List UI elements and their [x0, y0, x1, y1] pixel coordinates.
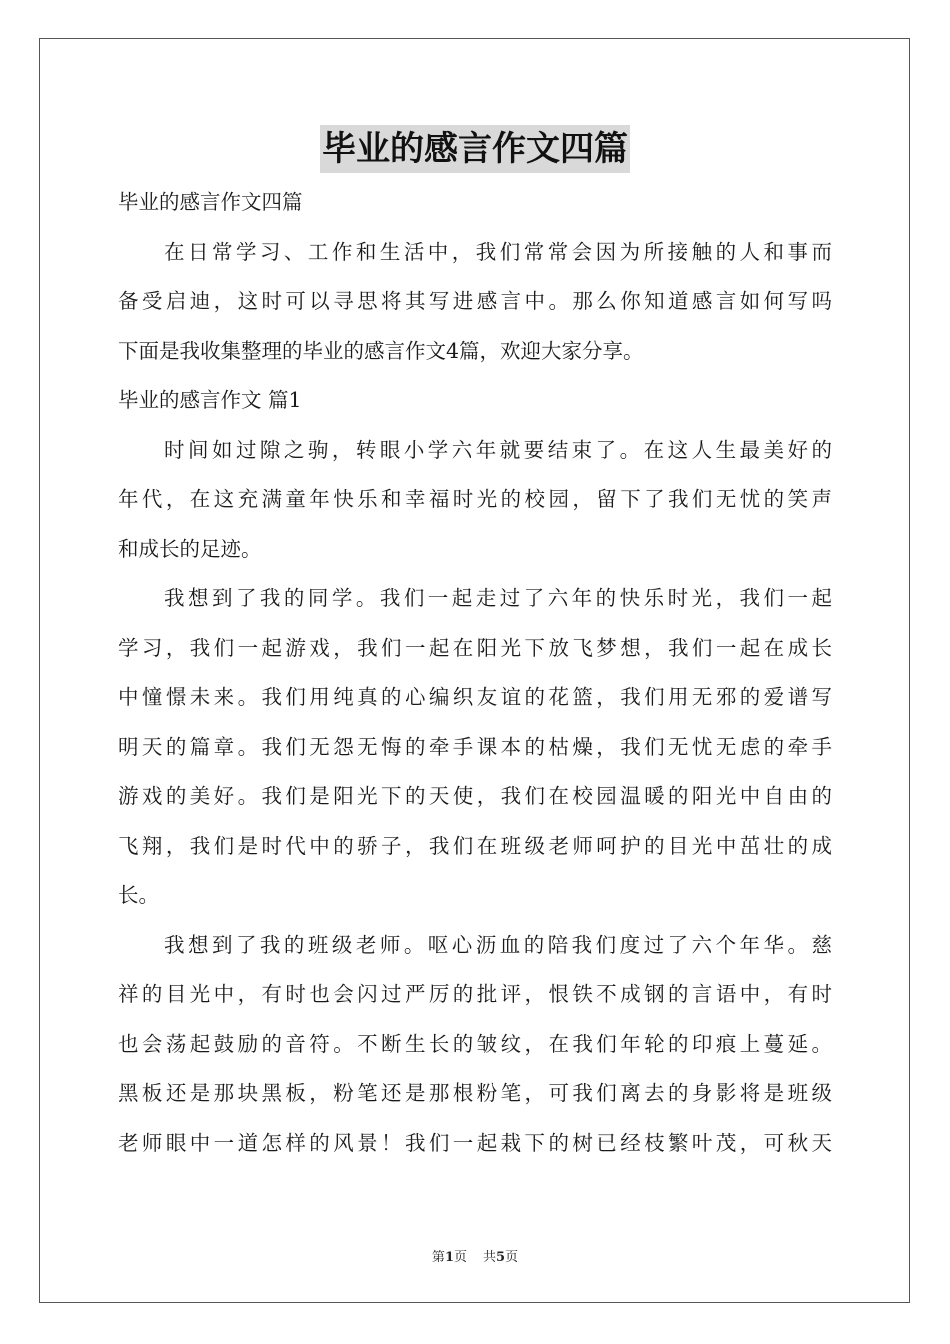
text-line: 也会荡起鼓励的音符。不断生长的皱纹，在我们年轮的印痕上蔓延。 — [118, 1031, 832, 1056]
text-line: 下面是我收集整理的毕业的感言作文4篇，欢迎大家分享。 — [118, 338, 644, 363]
total-suffix: 页 — [505, 1250, 519, 1265]
text-line: 游戏的美好。我们是阳光下的天使，我们在校园温暖的阳光中自由的 — [118, 784, 832, 808]
text-line: 毕业的感言作文 篇1 — [118, 388, 302, 412]
page-footer — [0, 1246, 950, 1265]
text-line: 飞翔，我们是时代中的骄子，我们在班级老师呵护的目光中茁壮的成 — [118, 833, 832, 858]
page-prefix: 第 — [431, 1250, 445, 1265]
document-title: 毕业的感言作文四篇 — [320, 125, 630, 173]
text-line: 年代，在这充满童年快乐和幸福时光的校园，留下了我们无忧的笑声 — [118, 487, 832, 511]
text-line: 我想到了我的班级老师。呕心沥血的陪我们度过了六个年华。慈 — [164, 932, 832, 957]
text-line: 中憧憬未来。我们用纯真的心编织友谊的花篮，我们用无邪的爱谱写 — [118, 685, 832, 709]
total-page-number: 5 — [496, 1250, 506, 1265]
text-line: 时间如过隙之驹，转眼小学六年就要结束了。在这人生最美好的 — [164, 437, 832, 462]
text-line: 长。 — [118, 883, 159, 907]
document-body — [118, 178, 832, 1168]
text-line: 在日常学习、工作和生活中，我们常常会因为所接触的人和事而 — [164, 239, 832, 264]
text-line: 老师眼中一道怎样的风景！我们一起栽下的树已经枝繁叶茂，可秋天 — [118, 1130, 832, 1155]
text-line: 黑板还是那块黑板，粉笔还是那根粉笔，可我们离去的身影将是班级 — [118, 1081, 832, 1105]
title-area — [0, 125, 950, 173]
page-suffix: 页 — [453, 1250, 467, 1265]
total-prefix: 共 — [483, 1250, 497, 1265]
text-line: 备受启迪，这时可以寻思将其写进感言中。那么你知道感言如何写吗 — [118, 289, 832, 313]
text-line: 毕业的感言作文四篇 — [118, 190, 303, 214]
text-line: 我想到了我的同学。我们一起走过了六年的快乐时光，我们一起 — [164, 586, 832, 610]
current-page-number: 1 — [444, 1250, 454, 1265]
text-line: 和成长的足迹。 — [118, 536, 262, 561]
text-line: 祥的目光中，有时也会闪过严厉的批评，恨铁不成钢的言语中，有时 — [118, 982, 832, 1006]
text-line: 学习，我们一起游戏，我们一起在阳光下放飞梦想，我们一起在成长 — [118, 635, 832, 660]
text-line: 明天的篇章。我们无怨无悔的牵手课本的枯燥，我们无忧无虑的牵手 — [118, 734, 832, 759]
